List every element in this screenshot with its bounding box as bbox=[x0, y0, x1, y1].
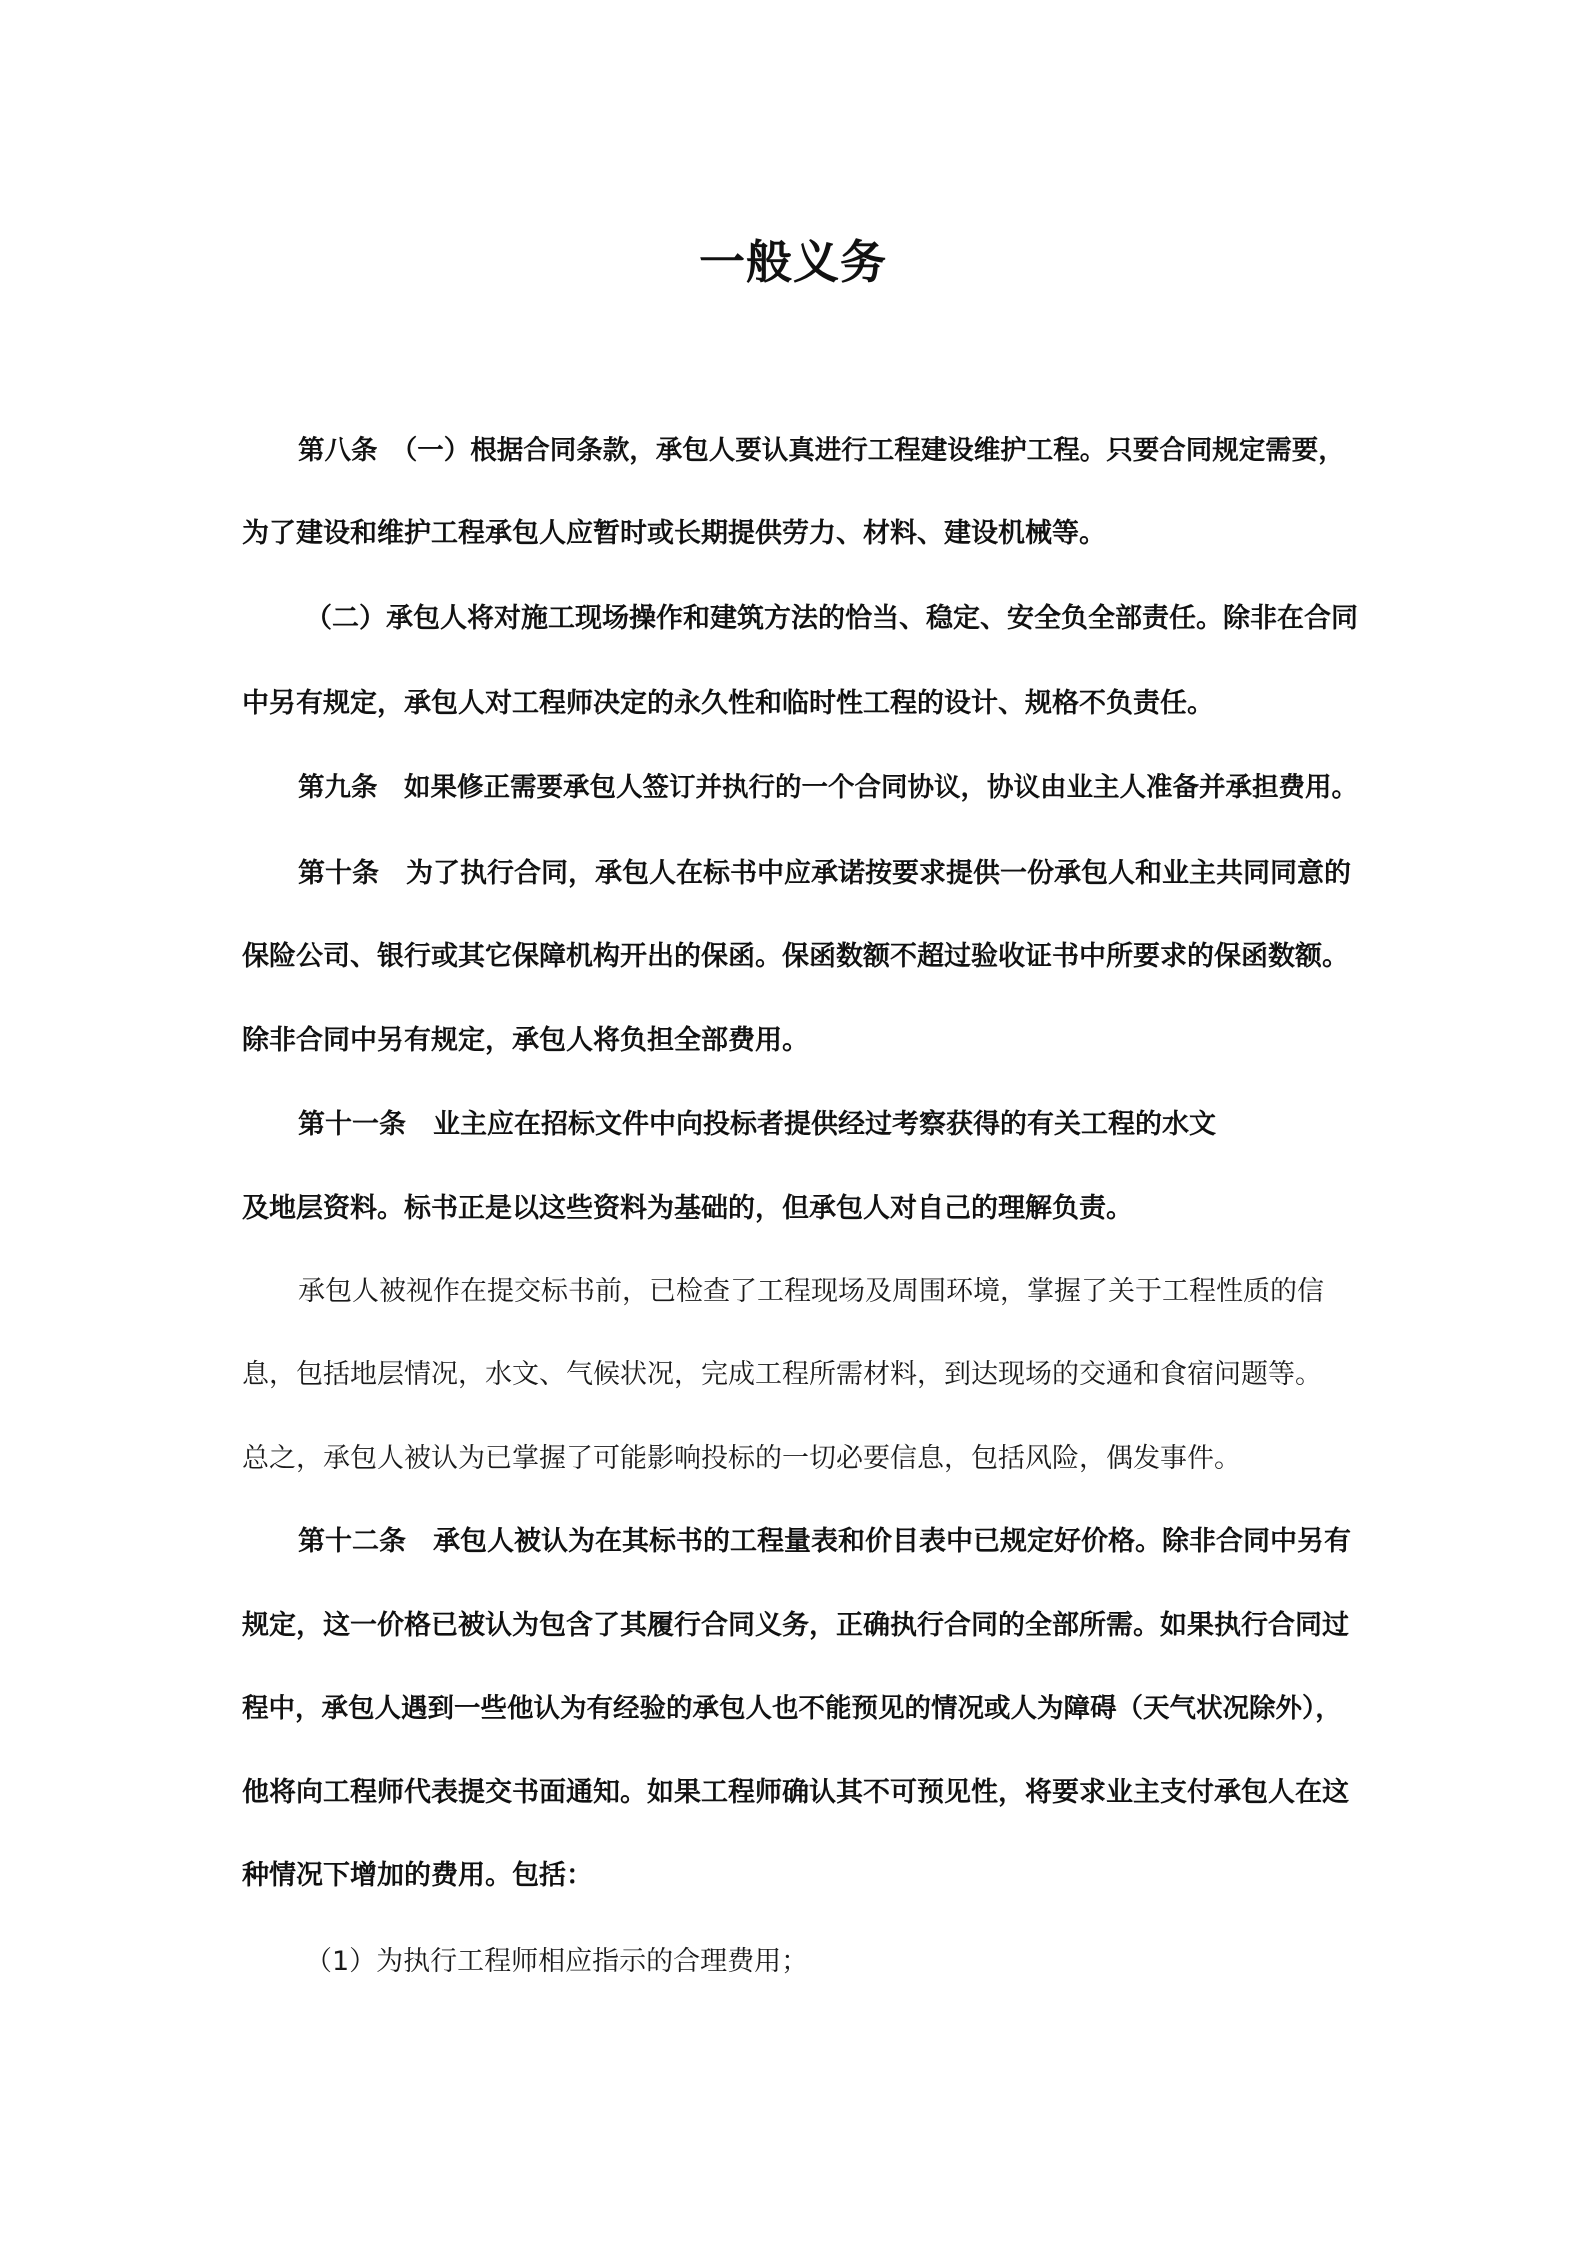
text-line: 第九条 如果修正需要承包人签订并执行的一个合同协议，协议由业主人准备并承担费用。 bbox=[298, 772, 1358, 803]
page-title: 一般义务 bbox=[699, 235, 887, 289]
text-line: 程中，承包人遇到一些他认为有经验的承包人也不能预见的情况或人为障碍（天气状况除外）， bbox=[242, 1693, 1342, 1724]
text-line: 除非合同中另有规定，承包人将负担全部费用。 bbox=[242, 1025, 809, 1056]
text-line: 第十二条 承包人被认为在其标书的工程量表和价目表中已规定好价格。除非合同中另有 bbox=[298, 1526, 1351, 1557]
text-line: 第十一条 业主应在招标文件中向投标者提供经过考察获得的有关工程的水文 bbox=[298, 1109, 1216, 1140]
text-line: 规定，这一价格已被认为包含了其履行合同义务，正确执行合同的全部所需。如果执行合同过 bbox=[242, 1610, 1349, 1641]
text-line: 承包人被视作在提交标书前，已检查了工程现场及周围环境，掌握了关于工程性质的信 bbox=[298, 1276, 1324, 1307]
text-line: 种情况下增加的费用。包括： bbox=[242, 1860, 593, 1891]
text-line: 保险公司、银行或其它保障机构开出的保函。保函数额不超过验收证书中所要求的保函数额。 bbox=[242, 941, 1349, 972]
text-line: （二）承包人将对施工现场操作和建筑方法的恰当、稳定、安全负全部责任。除非在合同 bbox=[305, 603, 1358, 634]
text-line: 为了建设和维护工程承包人应暂时或长期提供劳力、材料、建设机械等。 bbox=[242, 518, 1106, 549]
text-line: （1）为执行工程师相应指示的合理费用； bbox=[305, 1946, 809, 1977]
text-line: 第十条 为了执行合同，承包人在标书中应承诺按要求提供一份承包人和业主共同同意的 bbox=[298, 858, 1351, 889]
text-line: 中另有规定，承包人对工程师决定的永久性和临时性工程的设计、规格不负责任。 bbox=[242, 688, 1214, 719]
text-line: 总之，承包人被认为已掌握了可能影响投标的一切必要信息，包括风险，偶发事件。 bbox=[242, 1443, 1241, 1474]
text-line: 及地层资料。标书正是以这些资料为基础的，但承包人对自己的理解负责。 bbox=[242, 1193, 1133, 1224]
text-line: 息，包括地层情况，水文、气候状况，完成工程所需材料，到达现场的交通和食宿问题等。 bbox=[242, 1359, 1322, 1390]
text-line: 第八条 （一）根据合同条款，承包人要认真进行工程建设维护工程。只要合同规定需要， bbox=[298, 435, 1345, 466]
text-line: 他将向工程师代表提交书面通知。如果工程师确认其不可预见性，将要求业主支付承包人在这 bbox=[242, 1777, 1349, 1808]
